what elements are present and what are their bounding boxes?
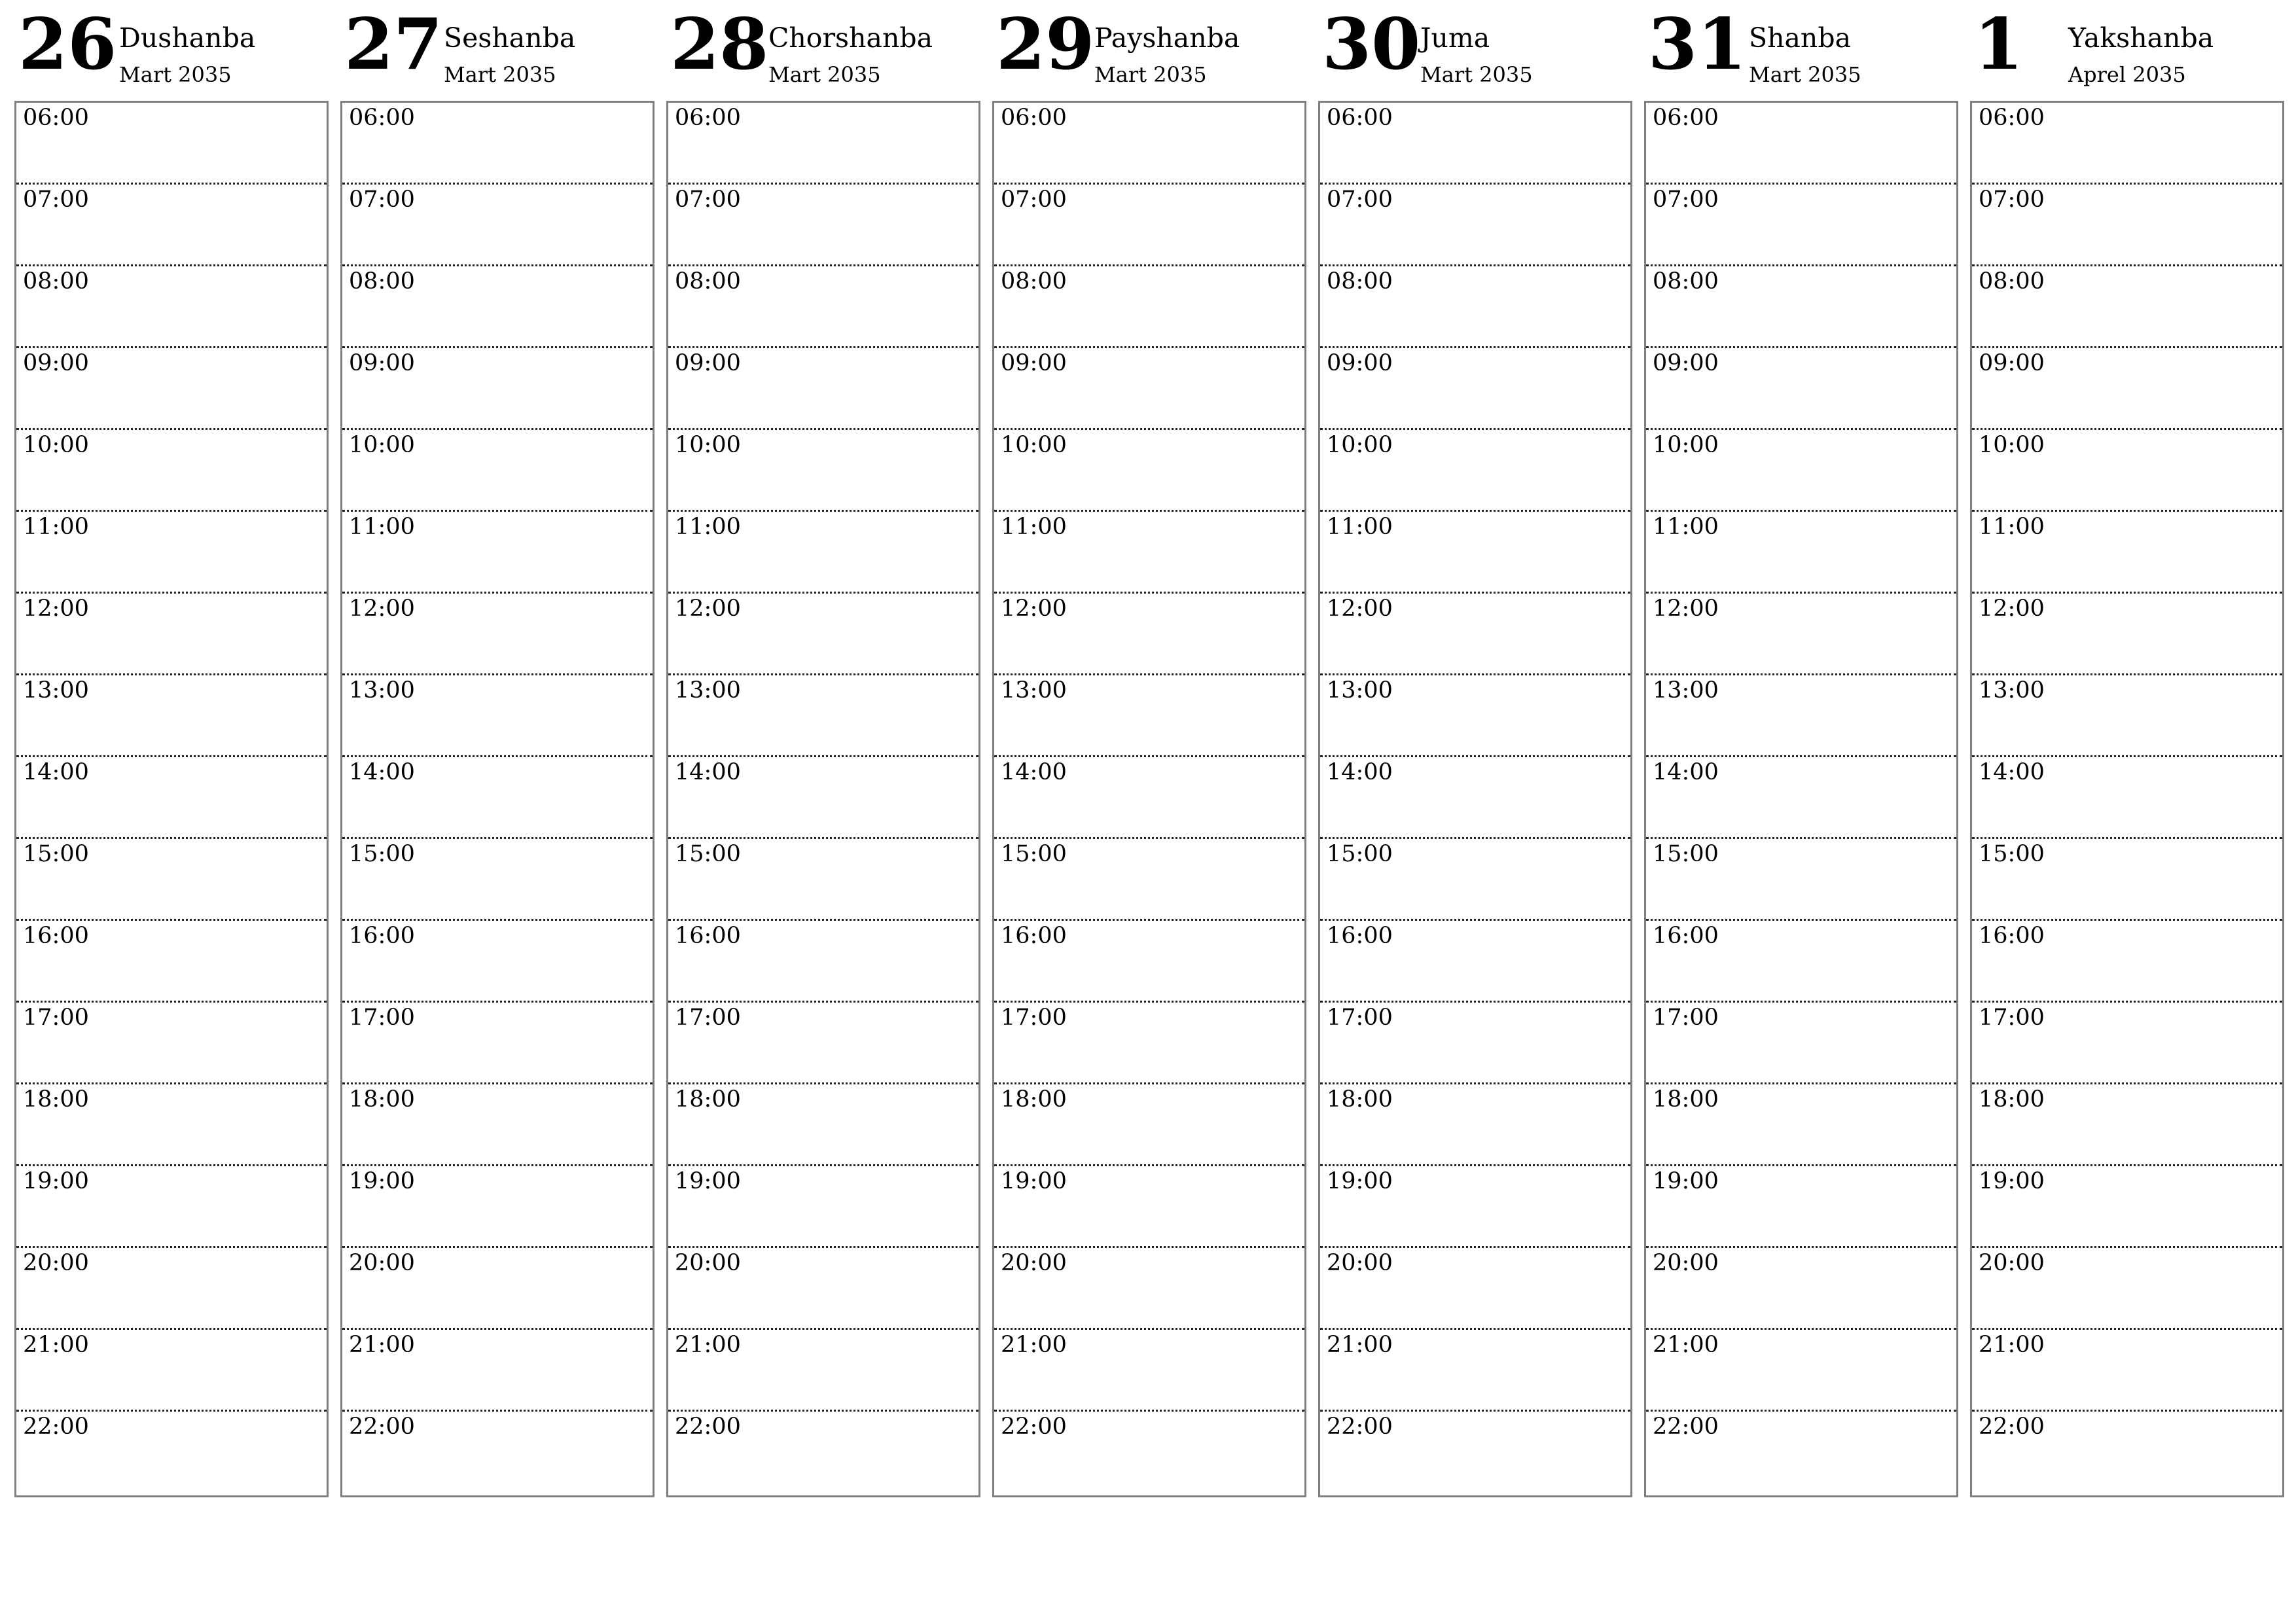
hour-slot[interactable] (1320, 1082, 1630, 1166)
hour-slot[interactable] (1320, 592, 1630, 675)
hour-slot[interactable] (342, 755, 653, 839)
hour-slot[interactable] (1972, 1082, 2282, 1166)
day-name: Juma (1420, 22, 1490, 54)
hour-label: 14:00 (349, 759, 415, 785)
hour-slot[interactable] (1320, 510, 1630, 594)
hour-slot[interactable] (1972, 183, 2282, 266)
hour-slot[interactable] (1646, 592, 1956, 675)
hour-slot[interactable] (342, 673, 653, 757)
day-header (14, 0, 327, 98)
hour-label: 13:00 (675, 677, 741, 704)
hour-label: 16:00 (1001, 923, 1067, 949)
hour-slot[interactable] (16, 1246, 327, 1330)
hours-box (340, 101, 655, 1497)
day-number: 26 (18, 3, 117, 86)
hour-slot[interactable] (342, 1410, 653, 1493)
hour-label: 08:00 (349, 268, 415, 294)
hour-slot[interactable] (1646, 103, 1956, 185)
hour-label: 16:00 (1979, 923, 2045, 949)
hour-slot[interactable] (1972, 592, 2282, 675)
hour-label: 17:00 (675, 1005, 741, 1031)
hours-box (1644, 101, 1958, 1497)
hour-slot[interactable] (668, 755, 978, 839)
hour-slot[interactable] (1646, 1001, 1956, 1084)
hour-slot[interactable] (342, 592, 653, 675)
hour-slot[interactable] (668, 183, 978, 266)
hour-label: 13:00 (1979, 677, 2045, 704)
hour-slot[interactable] (668, 510, 978, 594)
hour-label: 17:00 (1653, 1005, 1719, 1031)
hour-label: 11:00 (1327, 514, 1393, 540)
hour-slot[interactable] (16, 592, 327, 675)
hour-slot[interactable] (1646, 346, 1956, 430)
hour-label: 12:00 (349, 596, 415, 622)
month-year: Mart 2035 (1420, 62, 1533, 87)
hour-label: 13:00 (349, 677, 415, 704)
hour-label: 12:00 (675, 596, 741, 622)
hour-slot[interactable] (1646, 1246, 1956, 1330)
hour-slot[interactable] (994, 919, 1304, 1003)
day-header (666, 0, 979, 98)
hour-label: 14:00 (675, 759, 741, 785)
hour-label: 16:00 (349, 923, 415, 949)
hour-slot[interactable] (342, 264, 653, 348)
hour-label: 10:00 (349, 432, 415, 458)
hour-slot[interactable] (1972, 264, 2282, 348)
hour-label: 09:00 (1001, 350, 1067, 376)
hour-slot[interactable] (16, 755, 327, 839)
hour-label: 20:00 (1653, 1250, 1719, 1276)
hour-slot[interactable] (1972, 837, 2282, 921)
hour-label: 08:00 (1001, 268, 1067, 294)
hour-slot[interactable] (994, 428, 1304, 512)
hour-slot[interactable] (668, 837, 978, 921)
hour-label: 10:00 (23, 432, 89, 458)
day-header (1970, 0, 2283, 98)
hour-label: 15:00 (1979, 841, 2045, 867)
hour-slot[interactable] (994, 510, 1304, 594)
hour-label: 19:00 (675, 1168, 741, 1194)
hour-slot[interactable] (994, 346, 1304, 430)
hour-label: 19:00 (1001, 1168, 1067, 1194)
hour-label: 08:00 (1653, 268, 1719, 294)
hour-label: 19:00 (349, 1168, 415, 1194)
hour-label: 12:00 (23, 596, 89, 622)
hour-label: 09:00 (349, 350, 415, 376)
hour-label: 21:00 (1327, 1332, 1393, 1358)
hour-label: 20:00 (1979, 1250, 2045, 1276)
month-year: Mart 2035 (1094, 62, 1207, 87)
hour-slot[interactable] (1972, 1164, 2282, 1248)
hour-slot[interactable] (1972, 1410, 2282, 1493)
hour-slot[interactable] (668, 1164, 978, 1248)
hour-slot[interactable] (994, 673, 1304, 757)
month-year: Mart 2035 (768, 62, 881, 87)
hour-label: 15:00 (1653, 841, 1719, 867)
hour-slot[interactable] (1320, 1328, 1630, 1412)
hour-slot[interactable] (1972, 755, 2282, 839)
hour-label: 22:00 (1653, 1414, 1719, 1440)
hour-slot[interactable] (342, 183, 653, 266)
hour-label: 14:00 (1327, 759, 1393, 785)
hour-label: 17:00 (1001, 1005, 1067, 1031)
hour-label: 07:00 (349, 187, 415, 213)
hour-label: 12:00 (1979, 596, 2045, 622)
hour-slot[interactable] (668, 428, 978, 512)
hour-label: 20:00 (23, 1250, 89, 1276)
hour-label: 20:00 (349, 1250, 415, 1276)
hour-label: 07:00 (1979, 187, 2045, 213)
hour-slot[interactable] (668, 1410, 978, 1493)
hour-slot[interactable] (342, 428, 653, 512)
hour-label: 21:00 (1653, 1332, 1719, 1358)
hour-slot[interactable] (1646, 1164, 1956, 1248)
hour-slot[interactable] (994, 183, 1304, 266)
hour-label: 06:00 (1653, 105, 1719, 131)
day-number: 1 (1974, 3, 2024, 86)
hour-label: 14:00 (1001, 759, 1067, 785)
hour-slot[interactable] (1320, 1164, 1630, 1248)
hour-slot[interactable] (1320, 673, 1630, 757)
hour-label: 11:00 (349, 514, 415, 540)
hour-slot[interactable] (342, 346, 653, 430)
hour-slot[interactable] (1646, 1410, 1956, 1493)
hour-slot[interactable] (16, 428, 327, 512)
hour-slot[interactable] (1646, 510, 1956, 594)
day-header (340, 0, 653, 98)
month-year: Mart 2035 (444, 62, 556, 87)
hour-slot[interactable] (1972, 510, 2282, 594)
hour-label: 17:00 (349, 1005, 415, 1031)
hour-label: 09:00 (1979, 350, 2045, 376)
hour-label: 12:00 (1001, 596, 1067, 622)
hour-label: 17:00 (23, 1005, 89, 1031)
hour-label: 22:00 (349, 1414, 415, 1440)
day-header (1318, 0, 1631, 98)
day-name: Shanba (1749, 22, 1852, 54)
hour-label: 06:00 (1001, 105, 1067, 131)
hour-label: 17:00 (1327, 1005, 1393, 1031)
hour-slot[interactable] (1320, 919, 1630, 1003)
day-number: 29 (996, 3, 1095, 86)
hour-slot[interactable] (668, 1082, 978, 1166)
hour-slot[interactable] (16, 1410, 327, 1493)
hour-label: 22:00 (1979, 1414, 2045, 1440)
hour-label: 09:00 (1327, 350, 1393, 376)
hour-slot[interactable] (1972, 103, 2282, 185)
hour-slot[interactable] (994, 592, 1304, 675)
hour-slot[interactable] (994, 1164, 1304, 1248)
hour-label: 14:00 (1979, 759, 2045, 785)
hour-label: 18:00 (23, 1086, 89, 1113)
hour-label: 18:00 (1001, 1086, 1067, 1113)
hour-label: 19:00 (1653, 1168, 1719, 1194)
hour-label: 10:00 (675, 432, 741, 458)
day-header (1644, 0, 1957, 98)
hour-slot[interactable] (1320, 183, 1630, 266)
hour-label: 12:00 (1327, 596, 1393, 622)
hour-label: 15:00 (675, 841, 741, 867)
hour-slot[interactable] (994, 264, 1304, 348)
hour-label: 13:00 (1001, 677, 1067, 704)
day-number: 30 (1322, 3, 1421, 86)
hour-label: 13:00 (1327, 677, 1393, 704)
hour-label: 14:00 (23, 759, 89, 785)
hour-label: 13:00 (23, 677, 89, 704)
month-year: Mart 2035 (1749, 62, 1861, 87)
hour-label: 16:00 (675, 923, 741, 949)
hour-slot[interactable] (1646, 183, 1956, 266)
hour-slot[interactable] (16, 346, 327, 430)
hour-slot[interactable] (16, 673, 327, 757)
hour-slot[interactable] (1646, 755, 1956, 839)
hour-slot[interactable] (1320, 1410, 1630, 1493)
hour-slot[interactable] (16, 1164, 327, 1248)
hour-label: 19:00 (1327, 1168, 1393, 1194)
hour-slot[interactable] (16, 837, 327, 921)
hour-slot[interactable] (16, 919, 327, 1003)
hour-label: 06:00 (23, 105, 89, 131)
hour-slot[interactable] (668, 592, 978, 675)
hour-label: 10:00 (1979, 432, 2045, 458)
hour-label: 11:00 (1979, 514, 2045, 540)
hour-slot[interactable] (342, 103, 653, 185)
hour-slot[interactable] (1972, 673, 2282, 757)
hour-slot[interactable] (16, 1082, 327, 1166)
hour-slot[interactable] (994, 1246, 1304, 1330)
hour-slot[interactable] (668, 103, 978, 185)
hour-slot[interactable] (1972, 1328, 2282, 1412)
hour-slot[interactable] (1320, 837, 1630, 921)
hour-slot[interactable] (1320, 103, 1630, 185)
hour-label: 11:00 (1001, 514, 1067, 540)
day-number: 27 (344, 3, 443, 86)
hour-label: 06:00 (1979, 105, 2045, 131)
hour-slot[interactable] (1972, 346, 2282, 430)
hour-slot[interactable] (1972, 919, 2282, 1003)
hours-box (666, 101, 980, 1497)
day-name: Yakshanba (2068, 22, 2214, 54)
hours-box (14, 101, 329, 1497)
hour-slot[interactable] (994, 1082, 1304, 1166)
hour-slot[interactable] (342, 1246, 653, 1330)
hour-label: 09:00 (675, 350, 741, 376)
day-number: 28 (670, 3, 769, 86)
hour-slot[interactable] (1972, 428, 2282, 512)
hour-slot[interactable] (1646, 264, 1956, 348)
day-name: Payshanba (1094, 22, 1240, 54)
day-header (992, 0, 1305, 98)
hour-label: 21:00 (1979, 1332, 2045, 1358)
hour-slot[interactable] (342, 1001, 653, 1084)
hour-label: 16:00 (23, 923, 89, 949)
day-number: 31 (1648, 3, 1747, 86)
hour-label: 19:00 (23, 1168, 89, 1194)
hour-slot[interactable] (668, 919, 978, 1003)
hour-label: 12:00 (1653, 596, 1719, 622)
hour-slot[interactable] (1646, 837, 1956, 921)
hour-label: 07:00 (1327, 187, 1393, 213)
hour-slot[interactable] (342, 837, 653, 921)
hour-slot[interactable] (1320, 428, 1630, 512)
hour-slot[interactable] (1646, 428, 1956, 512)
hour-slot[interactable] (1320, 755, 1630, 839)
hour-slot[interactable] (994, 837, 1304, 921)
hour-slot[interactable] (1646, 1082, 1956, 1166)
hour-label: 15:00 (1001, 841, 1067, 867)
hour-slot[interactable] (16, 1001, 327, 1084)
hour-slot[interactable] (1320, 1246, 1630, 1330)
hour-label: 16:00 (1653, 923, 1719, 949)
hour-label: 21:00 (1001, 1332, 1067, 1358)
hour-label: 18:00 (1327, 1086, 1393, 1113)
hour-label: 06:00 (675, 105, 741, 131)
hour-label: 18:00 (675, 1086, 741, 1113)
hour-label: 08:00 (1327, 268, 1393, 294)
hour-label: 10:00 (1001, 432, 1067, 458)
hour-label: 07:00 (675, 187, 741, 213)
hour-label: 11:00 (1653, 514, 1719, 540)
hour-slot[interactable] (668, 1246, 978, 1330)
hour-slot[interactable] (342, 919, 653, 1003)
hour-label: 15:00 (23, 841, 89, 867)
hour-label: 18:00 (349, 1086, 415, 1113)
hour-label: 11:00 (675, 514, 741, 540)
hour-slot[interactable] (1320, 346, 1630, 430)
hour-label: 09:00 (23, 350, 89, 376)
hour-label: 21:00 (349, 1332, 415, 1358)
hour-label: 10:00 (1653, 432, 1719, 458)
hour-slot[interactable] (994, 1410, 1304, 1493)
hour-label: 11:00 (23, 514, 89, 540)
hour-slot[interactable] (16, 264, 327, 348)
hour-label: 22:00 (1001, 1414, 1067, 1440)
hour-label: 19:00 (1979, 1168, 2045, 1194)
hour-slot[interactable] (1972, 1001, 2282, 1084)
hour-slot[interactable] (1646, 673, 1956, 757)
hour-label: 07:00 (1653, 187, 1719, 213)
hour-slot[interactable] (342, 1082, 653, 1166)
hour-label: 20:00 (675, 1250, 741, 1276)
hour-label: 06:00 (1327, 105, 1393, 131)
hour-slot[interactable] (342, 510, 653, 594)
hour-label: 09:00 (1653, 350, 1719, 376)
hour-label: 15:00 (349, 841, 415, 867)
hour-label: 08:00 (675, 268, 741, 294)
hour-label: 18:00 (1653, 1086, 1719, 1113)
hour-slot[interactable] (668, 1001, 978, 1084)
month-year: Mart 2035 (119, 62, 232, 87)
hour-slot[interactable] (994, 103, 1304, 185)
hour-label: 16:00 (1327, 923, 1393, 949)
hour-slot[interactable] (994, 1328, 1304, 1412)
hour-label: 20:00 (1001, 1250, 1067, 1276)
hour-label: 07:00 (1001, 187, 1067, 213)
hour-slot[interactable] (342, 1328, 653, 1412)
hour-label: 17:00 (1979, 1005, 2045, 1031)
hour-slot[interactable] (16, 510, 327, 594)
hour-slot[interactable] (668, 346, 978, 430)
hours-box (1318, 101, 1632, 1497)
hour-label: 21:00 (23, 1332, 89, 1358)
hour-label: 06:00 (349, 105, 415, 131)
hour-label: 08:00 (23, 268, 89, 294)
day-name: Dushanba (119, 22, 256, 54)
hour-label: 07:00 (23, 187, 89, 213)
hour-label: 22:00 (675, 1414, 741, 1440)
hour-slot[interactable] (16, 183, 327, 266)
hour-slot[interactable] (1320, 1001, 1630, 1084)
hour-slot[interactable] (342, 1164, 653, 1248)
hours-box (992, 101, 1306, 1497)
month-year: Aprel 2035 (2068, 62, 2186, 87)
hour-label: 22:00 (1327, 1414, 1393, 1440)
hour-slot[interactable] (16, 103, 327, 185)
hour-slot[interactable] (668, 264, 978, 348)
hour-label: 21:00 (675, 1332, 741, 1358)
hour-label: 15:00 (1327, 841, 1393, 867)
hour-slot[interactable] (668, 1328, 978, 1412)
hour-slot[interactable] (1646, 1328, 1956, 1412)
hour-label: 10:00 (1327, 432, 1393, 458)
hour-slot[interactable] (1646, 919, 1956, 1003)
hour-slot[interactable] (16, 1328, 327, 1412)
day-name: Chorshanba (768, 22, 933, 54)
hour-slot[interactable] (994, 1001, 1304, 1084)
hour-slot[interactable] (1320, 264, 1630, 348)
hour-slot[interactable] (994, 755, 1304, 839)
hour-label: 08:00 (1979, 268, 2045, 294)
hour-label: 13:00 (1653, 677, 1719, 704)
hours-box (1970, 101, 2284, 1497)
hour-label: 22:00 (23, 1414, 89, 1440)
hour-slot[interactable] (1972, 1246, 2282, 1330)
hour-label: 20:00 (1327, 1250, 1393, 1276)
hour-slot[interactable] (668, 673, 978, 757)
hour-label: 18:00 (1979, 1086, 2045, 1113)
hour-label: 14:00 (1653, 759, 1719, 785)
day-name: Seshanba (444, 22, 576, 54)
